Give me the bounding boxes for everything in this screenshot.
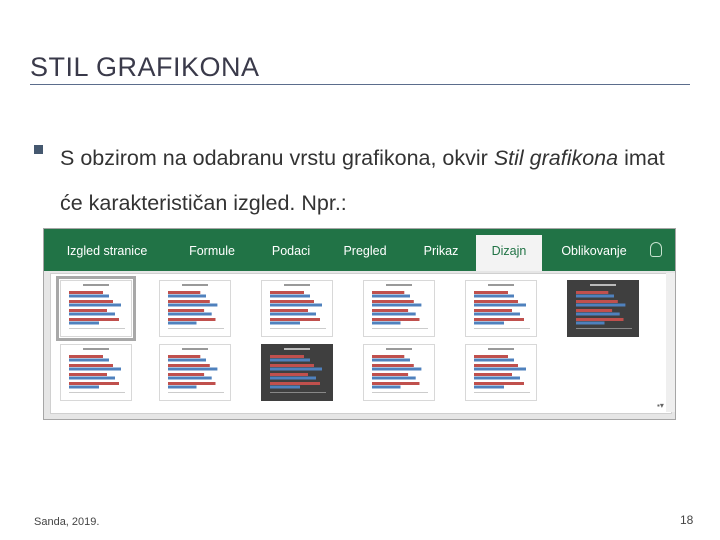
preview-bar xyxy=(372,382,420,385)
preview-bar xyxy=(270,300,314,303)
preview-bar xyxy=(576,318,624,321)
preview-bar xyxy=(576,291,608,294)
chart-preview-graphic xyxy=(364,345,434,400)
preview-bar xyxy=(576,322,605,325)
excel-ribbon-screenshot xyxy=(43,228,676,420)
preview-bar xyxy=(69,304,121,307)
preview-bar xyxy=(474,309,512,312)
lightbulb-icon[interactable] xyxy=(650,242,662,257)
preview-bar xyxy=(474,368,526,371)
preview-bar xyxy=(270,304,322,307)
preview-bar xyxy=(270,295,310,298)
chart-preview-graphic xyxy=(568,281,638,336)
preview-title-line xyxy=(182,348,208,350)
preview-bar xyxy=(474,300,518,303)
preview-bar xyxy=(69,322,99,325)
preview-axis xyxy=(270,328,326,329)
preview-bar xyxy=(474,359,514,362)
chart-preview-graphic xyxy=(61,345,131,400)
preview-bar xyxy=(168,291,200,294)
tab-formule[interactable]: Formule xyxy=(189,244,235,258)
chart-preview-graphic xyxy=(466,345,536,400)
preview-bar xyxy=(69,368,121,371)
chart-preview-graphic xyxy=(61,281,131,336)
preview-bar xyxy=(474,386,504,389)
preview-axis xyxy=(474,392,530,393)
preview-title-line xyxy=(386,284,412,286)
preview-title-line xyxy=(182,284,208,286)
chart-style-thumbnail[interactable] xyxy=(363,280,435,337)
preview-bar xyxy=(168,382,216,385)
chart-preview-graphic xyxy=(160,281,230,336)
gallery-more-icon[interactable]: ▪▾ xyxy=(657,401,664,410)
page-number: 18 xyxy=(680,513,694,527)
preview-bar xyxy=(576,295,614,298)
chart-style-thumbnail[interactable] xyxy=(261,344,333,401)
tab-izgled-stranice[interactable]: Izgled stranice xyxy=(66,244,148,258)
preview-axis xyxy=(168,328,224,329)
footer-author-date: Sanda, 2019. xyxy=(34,516,100,528)
preview-title-line xyxy=(590,284,616,286)
preview-bar xyxy=(372,309,408,312)
preview-bar xyxy=(69,386,99,389)
preview-bar xyxy=(69,355,103,358)
preview-axis xyxy=(372,392,428,393)
preview-bar xyxy=(474,373,512,376)
bullet-paragraph xyxy=(60,136,680,226)
preview-bar xyxy=(372,318,420,321)
chart-style-thumbnail[interactable] xyxy=(261,280,333,337)
preview-bar xyxy=(474,382,524,385)
preview-bar xyxy=(69,373,107,376)
chart-style-thumbnail[interactable] xyxy=(567,280,639,337)
ribbon-tab-bar xyxy=(44,229,675,271)
preview-bar xyxy=(168,300,210,303)
preview-bar xyxy=(270,355,304,358)
preview-bar xyxy=(474,304,526,307)
preview-bar xyxy=(474,355,508,358)
preview-bar xyxy=(474,318,524,321)
preview-bar xyxy=(270,322,300,325)
chart-preview-graphic xyxy=(466,281,536,336)
preview-bar xyxy=(372,359,410,362)
chart-style-thumbnail[interactable] xyxy=(465,344,537,401)
preview-bar xyxy=(69,313,115,316)
preview-bar xyxy=(168,355,200,358)
preview-axis xyxy=(372,328,428,329)
tab-dizajn[interactable]: Dizajn xyxy=(476,235,542,271)
chart-style-thumbnail[interactable] xyxy=(159,344,231,401)
preview-bar xyxy=(372,304,421,307)
preview-bar xyxy=(372,373,408,376)
preview-bar xyxy=(69,382,119,385)
preview-axis xyxy=(69,392,125,393)
preview-axis xyxy=(69,328,125,329)
preview-bar xyxy=(168,295,206,298)
title-divider xyxy=(30,84,690,85)
chart-preview-graphic xyxy=(160,345,230,400)
preview-bar xyxy=(576,304,625,307)
preview-bar xyxy=(372,295,410,298)
preview-bar xyxy=(270,313,316,316)
chart-style-thumbnail[interactable] xyxy=(60,280,132,337)
preview-bar xyxy=(270,382,320,385)
preview-bar xyxy=(168,364,210,367)
preview-bar xyxy=(69,318,119,321)
preview-bar xyxy=(69,291,103,294)
preview-bar xyxy=(372,300,414,303)
preview-bar xyxy=(372,322,401,325)
preview-bar xyxy=(474,291,508,294)
preview-bar xyxy=(69,309,107,312)
tab-pregled[interactable]: Pregled xyxy=(343,244,387,258)
square-bullet-icon xyxy=(34,145,43,154)
preview-bar xyxy=(474,377,520,380)
preview-axis xyxy=(474,328,530,329)
preview-bar xyxy=(372,291,404,294)
preview-bar xyxy=(372,368,421,371)
preview-bar xyxy=(474,364,518,367)
preview-bar xyxy=(168,318,216,321)
preview-bar xyxy=(69,295,109,298)
preview-bar xyxy=(270,364,314,367)
preview-bar xyxy=(270,309,308,312)
preview-bar xyxy=(270,318,320,321)
preview-bar xyxy=(168,309,204,312)
preview-bar xyxy=(69,300,113,303)
preview-bar xyxy=(168,368,217,371)
preview-bar xyxy=(372,364,414,367)
chart-style-thumbnail[interactable] xyxy=(465,280,537,337)
preview-bar xyxy=(372,377,416,380)
preview-bar xyxy=(69,377,115,380)
preview-bar xyxy=(576,313,620,316)
preview-bar xyxy=(168,377,212,380)
slide-title: STIL GRAFIKONA xyxy=(30,52,260,82)
chart-preview-graphic xyxy=(262,281,332,336)
preview-bar xyxy=(576,309,612,312)
preview-bar xyxy=(168,373,204,376)
preview-bar xyxy=(474,295,514,298)
preview-bar xyxy=(168,313,212,316)
chart-preview-graphic xyxy=(364,281,434,336)
preview-bar xyxy=(270,373,308,376)
preview-title-line xyxy=(488,284,514,286)
preview-bar xyxy=(270,386,300,389)
preview-bar xyxy=(372,355,404,358)
preview-title-line xyxy=(284,348,310,350)
preview-bar xyxy=(270,368,322,371)
preview-bar xyxy=(372,386,401,389)
preview-bar xyxy=(69,364,113,367)
bullet-text-part1: S obzirom na odabranu vrstu grafikona, okvir xyxy=(60,146,494,170)
preview-bar xyxy=(168,359,206,362)
preview-bar xyxy=(168,304,217,307)
preview-bar xyxy=(168,322,197,325)
chart-style-thumbnail[interactable] xyxy=(60,344,132,401)
tab-prikaz[interactable]: Prikaz xyxy=(423,244,459,258)
bullet-text-part2: imat će karakterističan izgled. Npr.: xyxy=(60,146,665,215)
bullet-text-italic: Stil grafikona xyxy=(493,146,619,170)
preview-axis xyxy=(576,328,632,329)
preview-bar xyxy=(474,322,504,325)
preview-title-line xyxy=(386,348,412,350)
preview-bar xyxy=(270,291,304,294)
chart-styles-gallery xyxy=(50,273,672,414)
preview-axis xyxy=(168,392,224,393)
preview-bar xyxy=(576,300,618,303)
preview-bar xyxy=(372,313,416,316)
preview-title-line xyxy=(488,348,514,350)
tab-podaci[interactable]: Podaci xyxy=(271,244,311,258)
preview-title-line xyxy=(284,284,310,286)
chart-style-thumbnail[interactable] xyxy=(363,344,435,401)
preview-bar xyxy=(270,377,316,380)
preview-title-line xyxy=(83,348,109,350)
chart-preview-graphic xyxy=(262,345,332,400)
preview-title-line xyxy=(83,284,109,286)
preview-bar xyxy=(69,359,109,362)
tab-oblikovanje[interactable]: Oblikovanje xyxy=(561,244,627,258)
chart-style-thumbnail[interactable] xyxy=(159,280,231,337)
preview-bar xyxy=(474,313,520,316)
preview-axis xyxy=(270,392,326,393)
preview-bar xyxy=(270,359,310,362)
gallery-scrollbar[interactable] xyxy=(666,273,675,412)
preview-bar xyxy=(168,386,197,389)
